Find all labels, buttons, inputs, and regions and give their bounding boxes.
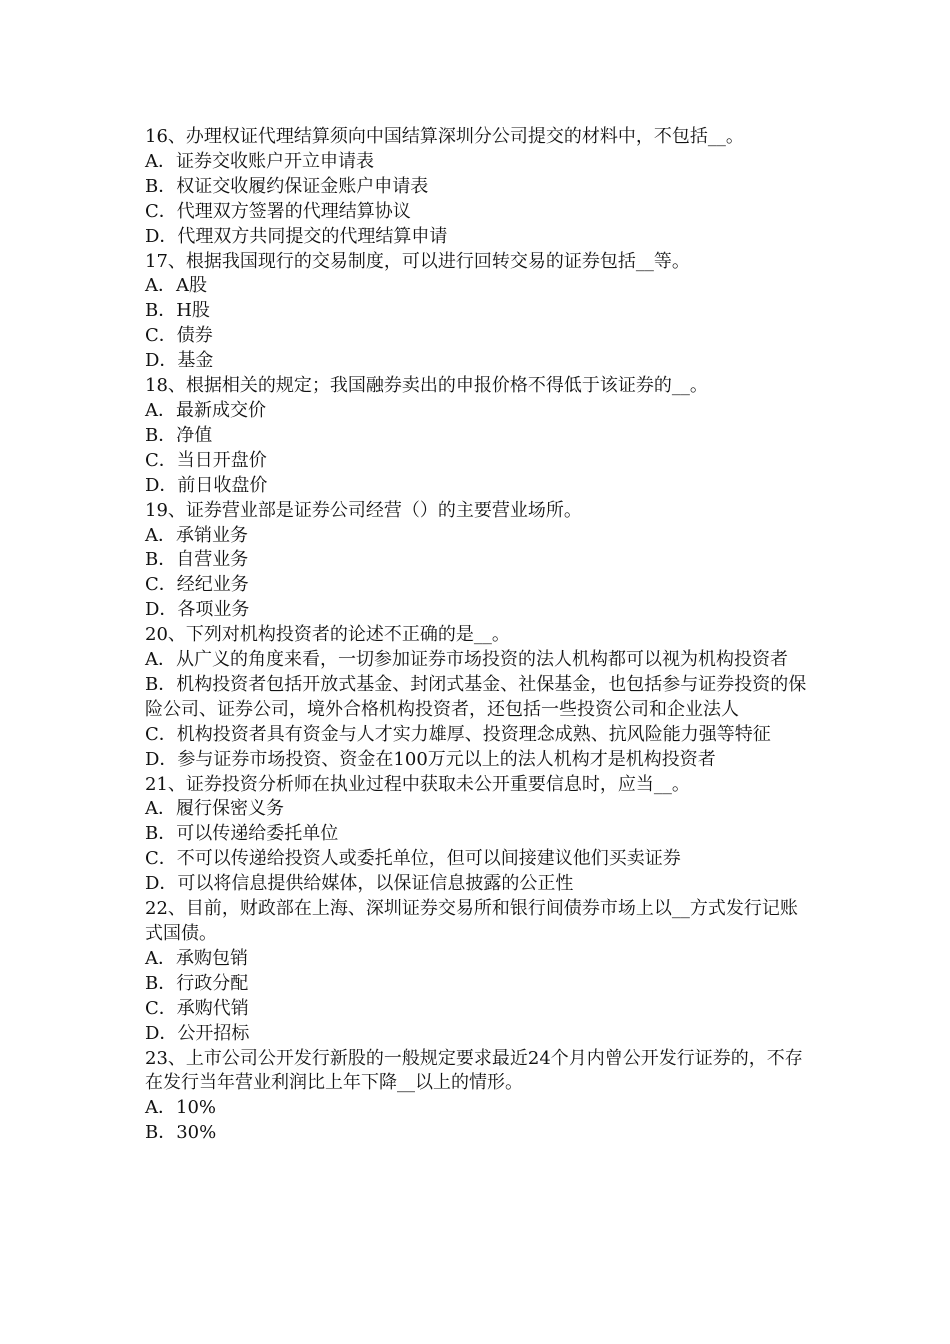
- option-b: B．净值: [145, 424, 213, 446]
- question-16: [145, 125, 810, 250]
- option-b: B．机构投资者包括开放式基金、封闭式基金、社保基金，也包括参与证券投资的保险公司、证券公司，境外合格机构投资者，还包括一些投资公司和企业法人: [145, 673, 807, 720]
- option-c: C．机构投资者具有资金与人才实力雄厚、投资理念成熟、抗风险能力强等特征: [145, 723, 771, 745]
- question-stem: 19、证券营业部是证券公司经营（）的主要营业场所。: [145, 499, 582, 521]
- question-stem: 20、下列对机构投资者的论述不正确的是__。: [145, 624, 510, 646]
- question-stem: 18、根据相关的规定；我国融券卖出的申报价格不得低于该证券的__。: [145, 375, 708, 397]
- option-d: D．可以将信息提供给媒体，以保证信息披露的公正性: [145, 873, 574, 895]
- question-stem: 23、上市公司公开发行新股的一般规定要求最近24个月内曾公开发行证券的，不存在发行当年营业利润比上年下降__以上的情形。: [145, 1047, 803, 1094]
- option-d: D．前日收盘价: [145, 474, 268, 496]
- option-a: A．履行保密义务: [145, 798, 284, 820]
- option-d: D．代理双方共同提交的代理结算申请: [145, 225, 448, 247]
- question-23: [145, 1047, 810, 1147]
- question-stem: 16、办理权证代理结算须向中国结算深圳分公司提交的材料中，不包括__。: [145, 126, 744, 147]
- question-22: [145, 897, 810, 1046]
- option-b: B．行政分配: [145, 972, 249, 994]
- question-18: [145, 374, 810, 499]
- option-c: C．经纪业务: [145, 574, 249, 596]
- option-a: A．10%: [145, 1097, 217, 1119]
- option-a: A．最新成交价: [145, 399, 266, 421]
- option-d: D．公开招标: [145, 1022, 250, 1044]
- option-b: B．30%: [145, 1122, 217, 1144]
- option-d: D．基金: [145, 350, 214, 372]
- option-b: B．H股: [145, 300, 210, 322]
- question-17: [145, 250, 810, 375]
- option-c: C．债券: [145, 325, 213, 347]
- option-a: A．从广义的角度来看，一切参加证券市场投资的法人机构都可以视为机构投资者: [145, 649, 788, 671]
- option-a: A．承销业务: [145, 524, 248, 546]
- option-d: D．各项业务: [145, 599, 250, 621]
- document-body: [145, 125, 810, 1146]
- question-21: [145, 773, 810, 898]
- question-stem: 21、证券投资分析师在执业过程中获取未公开重要信息时，应当__。: [145, 773, 690, 795]
- option-a: A．A股: [145, 275, 207, 297]
- option-a: A．证券交收账户开立申请表: [145, 150, 374, 172]
- option-c: C．承购代销: [145, 997, 249, 1019]
- option-d: D．参与证券市场投资、资金在100万元以上的法人机构才是机构投资者: [145, 748, 716, 770]
- option-c: C．当日开盘价: [145, 449, 267, 471]
- option-a: A．承购包销: [145, 947, 248, 969]
- option-b: B．可以传递给委托单位: [145, 823, 339, 845]
- question-20: [145, 623, 810, 772]
- option-c: C．代理双方签署的代理结算协议: [145, 200, 411, 222]
- question-19: [145, 499, 810, 624]
- question-stem: 17、根据我国现行的交易制度，可以进行回转交易的证券包括__等。: [145, 250, 690, 272]
- option-c: C．不可以传递给投资人或委托单位，但可以间接建议他们买卖证券: [145, 848, 681, 870]
- option-b: B．自营业务: [145, 549, 249, 571]
- question-stem: 22、目前，财政部在上海、深圳证券交易所和银行间债券市场上以__方式发行记账式国债。: [145, 898, 798, 944]
- option-b: B．权证交收履约保证金账户申请表: [145, 175, 429, 197]
